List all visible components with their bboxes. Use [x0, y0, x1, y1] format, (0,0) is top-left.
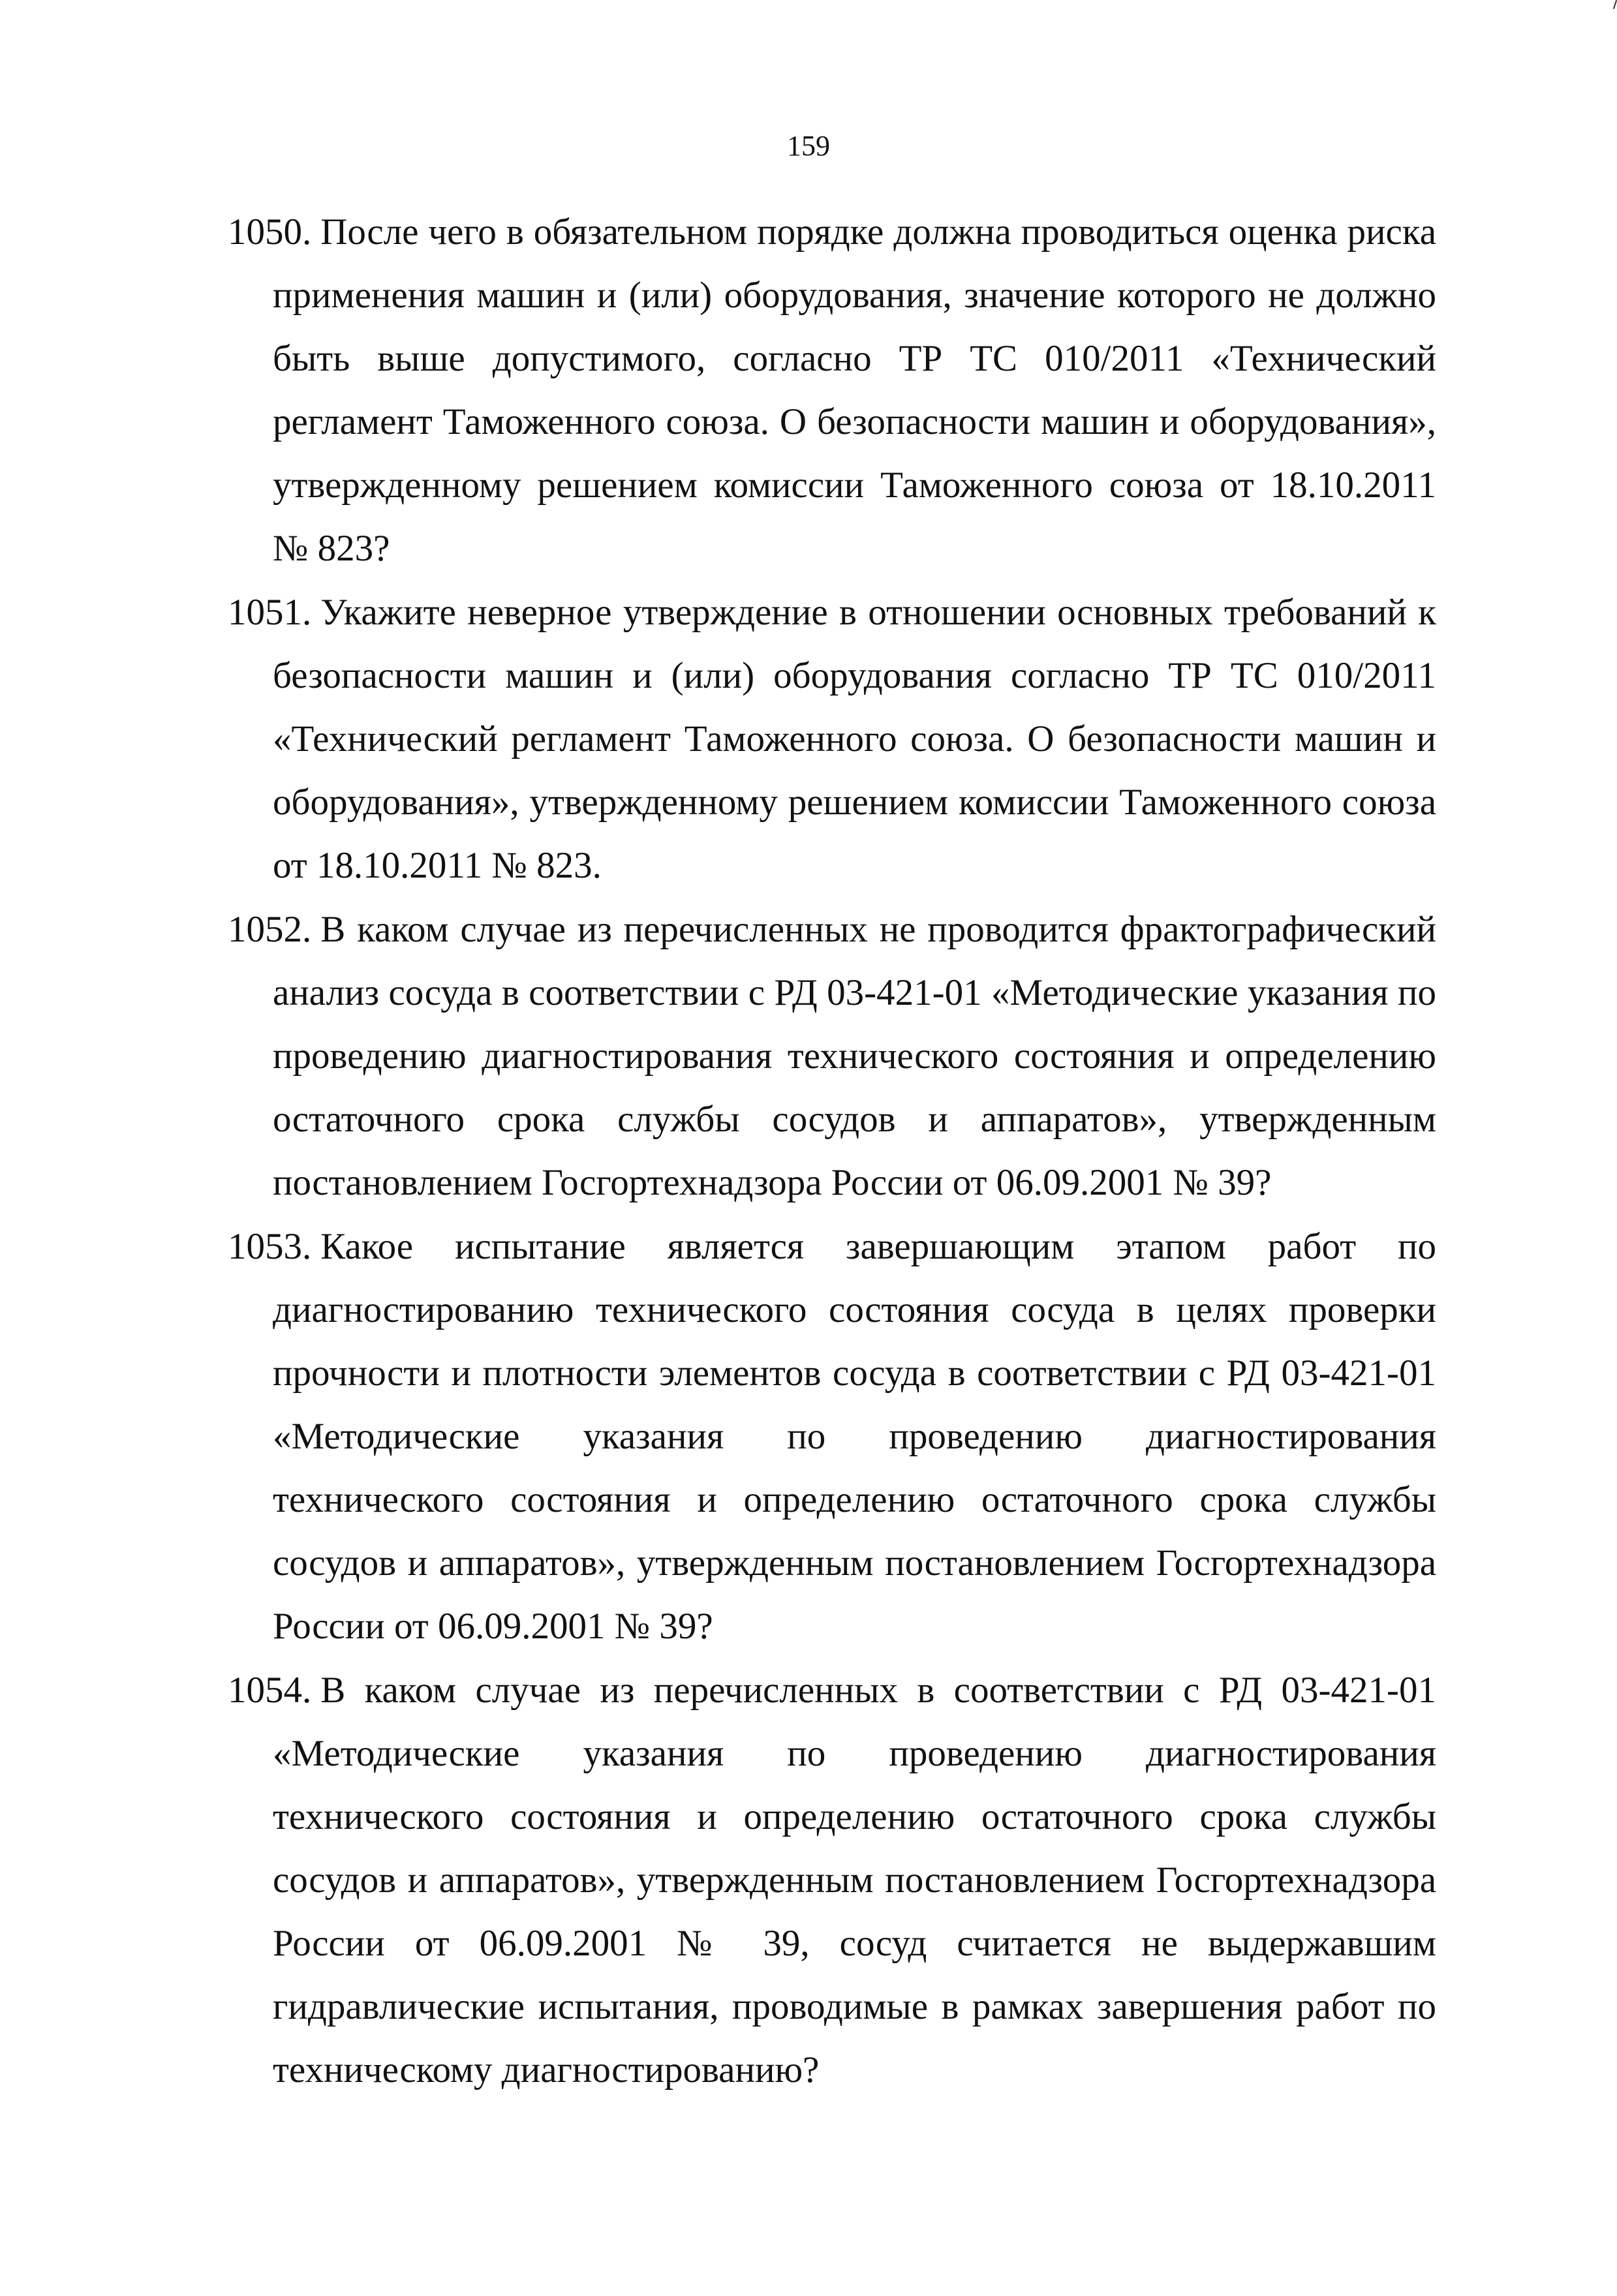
question-number: 1052.: [228, 909, 312, 950]
question-item-1053: [228, 1215, 1436, 1658]
question-item-1052: [228, 898, 1436, 1214]
question-text: В каком случае из перечисленных в соответствии с РД 03-421-01 «Методические указания по проведению диагностирования технического состояния и определению остаточного срока службы сосудов и аппаратов», утвержденным постановлением Госгортехнадзора России от 06.09.2001 № 39, сосуд считается не выдержавшим гидравлические испытания, проводимые в рамках завершения работ по техническому диагностированию?: [273, 1670, 1436, 2090]
page-number: 159: [787, 130, 830, 162]
scan-artifact-mark: [1613, 0, 1617, 9]
question-text: В каком случае из перечисленных не проводится фрактографический анализ сосуда в соответствии с РД 03-421-01 «Методические указания по проведению диагностирования технического состояния и определению остаточного срока службы сосудов и аппаратов», утвержденным постановлением Госгортехнадзора России от 06.09.2001 № 39?: [273, 909, 1436, 1203]
question-number: 1050.: [228, 211, 312, 253]
question-number: 1051.: [228, 592, 312, 633]
question-text: Какое испытание является завершающим этапом работ по диагностированию технического состояния сосуда в целях проверки прочности и плотности элементов сосуда в соответствии с РД 03-421-01 «Методические указания по проведению диагностирования технического состояния и определению остаточного срока службы сосудов и аппаратов», утвержденным постановлением Госгортехнадзора России от 06.09.2001 № 39?: [273, 1226, 1436, 1647]
question-text: После чего в обязательном порядке должна проводиться оценка риска применения машин и (или) оборудования, значение которого не должно быть выше допустимого, согласно ТР ТС 010/2011 «Технический регламент Таможенного союза. О безопасности машин и оборудования», утвержденному решением комиссии Таможенного союза от 18.10.2011 № 823?: [273, 211, 1436, 569]
question-list: [228, 200, 1436, 2102]
question-number: 1053.: [228, 1226, 312, 1267]
question-item-1051: [228, 581, 1436, 897]
question-item-1054: [228, 1659, 1436, 2102]
question-item-1050: [228, 200, 1436, 580]
question-text: Укажите неверное утверждение в отношении основных требований к безопасности машин и (или) оборудования согласно ТР ТС 010/2011 «Технический регламент Таможенного союза. О безопасности машин и оборудования», утвержденному решением комиссии Таможенного союза от 18.10.2011 № 823.: [273, 592, 1436, 886]
question-number: 1054.: [228, 1670, 312, 1711]
